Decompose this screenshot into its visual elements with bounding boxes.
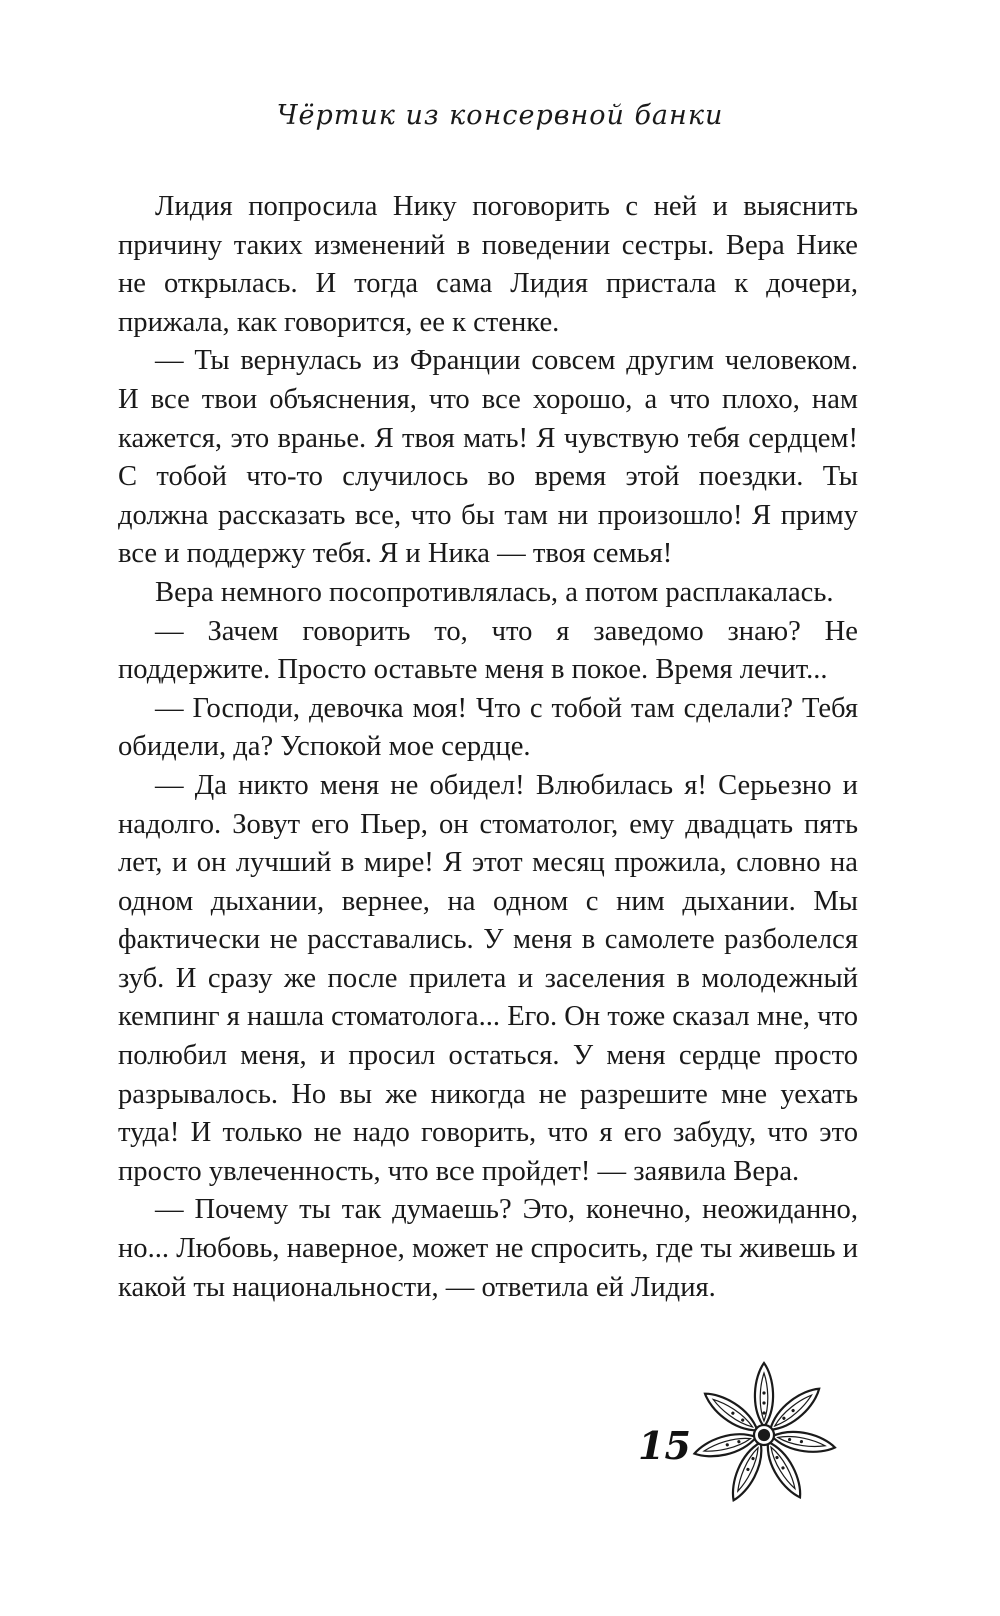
paragraph: Вера немного посопротивлялась, а потом расплакалась. [155,576,834,608]
body-text [118,188,858,1307]
flower-icon [684,1355,844,1515]
paragraph: — Почему ты так думаешь? Это, конечно, неожиданно, но... Любовь, наверное, может не спросить, где ты живешь и какой ты национальности, — ответила ей Лидия. [118,1194,858,1303]
paragraph: Лидия попросила Нику поговорить с ней и выяснить причину таких изменений в поведении сестры. Вера Нике не открылась. И тогда сама Лидия пристала к дочери, прижала, как говорится, ее к стенке. [118,191,858,338]
running-head: Чёртик из консервной банки [276,100,724,131]
paragraph: — Господи, девочка моя! Что с тобой там сделали? Тебя обидели, да? Успокой мое сердце. [118,692,858,763]
paragraph: — Да никто меня не обидел! Влюбилась я! Серьезно и надолго. Зовут его Пьер, он стоматолог, ему двадцать пять лет, и он лучший в мире! Я этот месяц прожила, словно на одном дыхании, вернее, на одном с ним дыхании. Мы фактически не расставались. У меня в самолете разболелся зуб. И сразу же после прилета и заселения в молодежный кемпинг я нашла стоматолога... Его. Он тоже сказал мне, что полюбил меня, и просил остаться. У меня сердце просто разрывалось. Но вы же никогда не разрешите мне уехать туда! И только не надо говорить, что я его забуду, что это просто увлеченность, что все пройдет! — заявила Вера. [118,769,858,1187]
page-number: 15 [638,1423,691,1468]
paragraph: — Ты вернулась из Франции совсем другим человеком. И все твои объяснения, что все хорошо, а что плохо, нам кажется, это вранье. Я твоя мать! Я чувствую тебя сердцем! С тобой что-то случилось во время этой поездки. Ты должна рассказать все, что бы там ни произошло! Я приму все и поддержу тебя. Я и Ника — твоя семья! [118,345,858,570]
paragraph: — Зачем говорить то, что я заведомо знаю? Не поддержите. Просто оставьте меня в покое. Время лечит... [118,615,858,686]
